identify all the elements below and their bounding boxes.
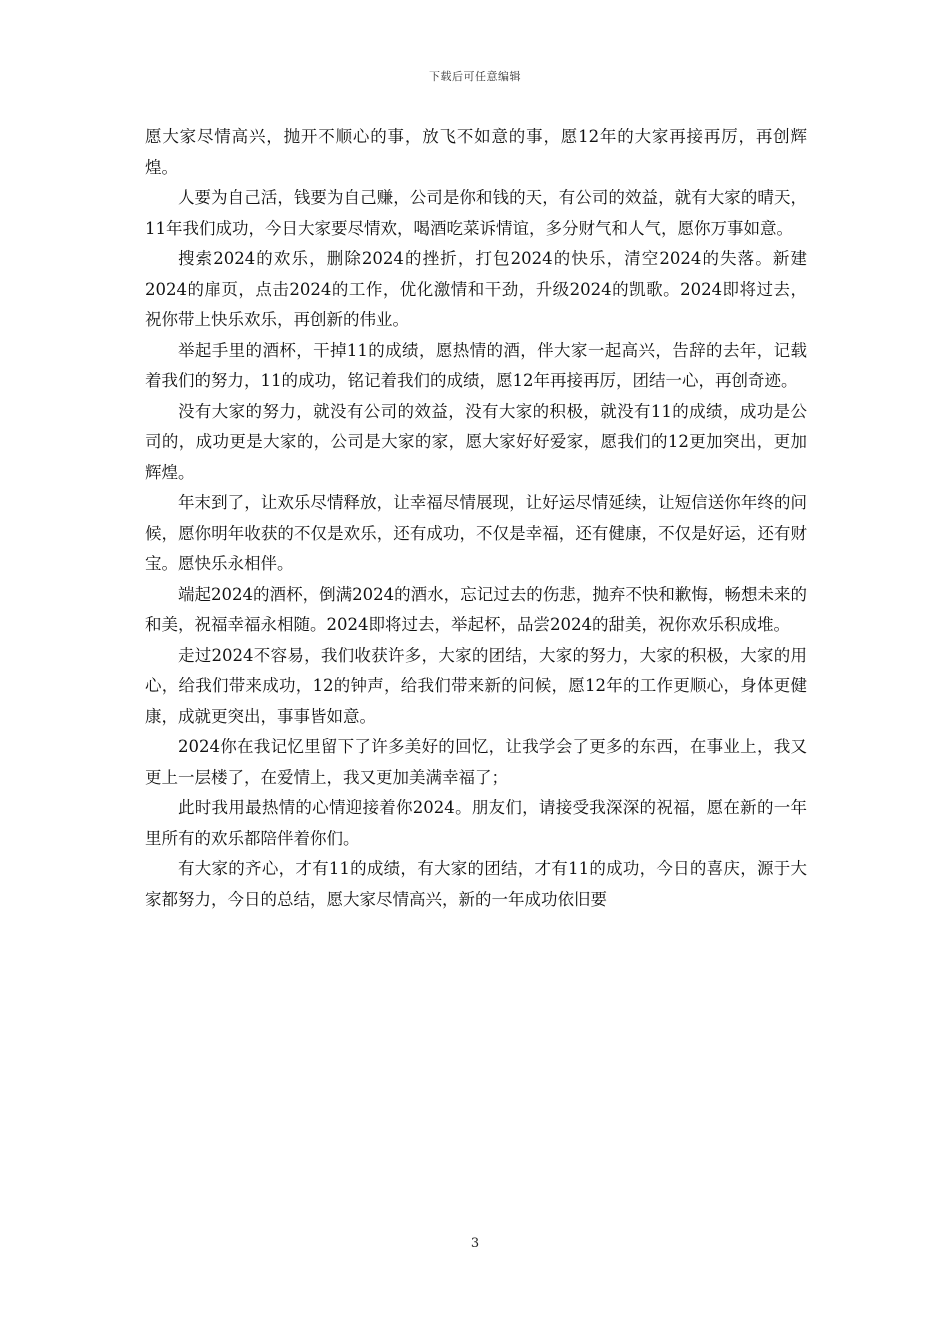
paragraph: 人要为自己活，钱要为自己赚，公司是你和钱的天，有公司的效益，就有大家的晴天，11年我们成功，今日大家要尽情欢，喝酒吃菜诉情谊，多分财气和人气，愿你万事如意。 [145, 188, 807, 238]
paragraph: 走过2024不容易，我们收获许多，大家的团结，大家的努力，大家的积极，大家的用心，给我们带来成功，12的钟声，给我们带来新的问候，愿12年的工作更顺心，身体更健康，成就更突出，事事皆如意。 [145, 645, 807, 726]
paragraph: 举起手里的酒杯，干掉11的成绩，愿热情的酒，伴大家一起高兴，告辞的去年，记载着我们的努力，11的成功，铭记着我们的成绩，愿12年再接再厉，团结一心，再创奇迹。 [145, 340, 807, 390]
paragraph: 搜索2024的欢乐，删除2024的挫折，打包2024的快乐，清空2024的失落。新建2024的扉页，点击2024的工作，优化激情和干劲，升级2024的凯歌。2024即将过去，祝你带上快乐欢乐，再创新的伟业。 [145, 249, 807, 329]
page-header: 下载后可任意编辑 [429, 70, 521, 83]
paragraph: 没有大家的努力，就没有公司的效益，没有大家的积极，就没有11的成绩，成功是公司的，成功更是大家的，公司是大家的家，愿大家好好爱家，愿我们的12更加突出，更加辉煌。 [145, 401, 807, 482]
paragraph: 此时我用最热情的心情迎接着你2024。朋友们，请接受我深深的祝福，愿在新的一年里所有的欢乐都陪伴着你们。 [145, 798, 807, 848]
paragraph-continued: 愿大家尽情高兴，抛开不顺心的事，放飞不如意的事，愿12年的大家再接再厉，再创辉煌。 [145, 127, 807, 177]
paragraph: 有大家的齐心，才有11的成绩，有大家的团结，才有11的成功，今日的喜庆，源于大家都努力，今日的总结，愿大家尽情高兴，新的一年成功依旧要 [145, 859, 807, 909]
paragraph: 2024你在我记忆里留下了许多美好的回忆，让我学会了更多的东西，在事业上，我又更上一层楼了，在爱情上，我又更加美满幸福了； [145, 737, 807, 787]
document-body [145, 122, 807, 915]
paragraph: 端起2024的酒杯，倒满2024的酒水，忘记过去的伤悲，抛弃不快和歉悔，畅想未来的和美，祝福幸福永相随。2024即将过去，举起杯，品尝2024的甜美，祝你欢乐积成堆。 [145, 584, 807, 634]
paragraph: 年末到了，让欢乐尽情释放，让幸福尽情展现，让好运尽情延续，让短信送你年终的问候，愿你明年收获的不仅是欢乐，还有成功，不仅是幸福，还有健康，不仅是好运，还有财宝。愿快乐永相伴。 [145, 493, 807, 573]
page-number: 3 [470, 1236, 480, 1251]
